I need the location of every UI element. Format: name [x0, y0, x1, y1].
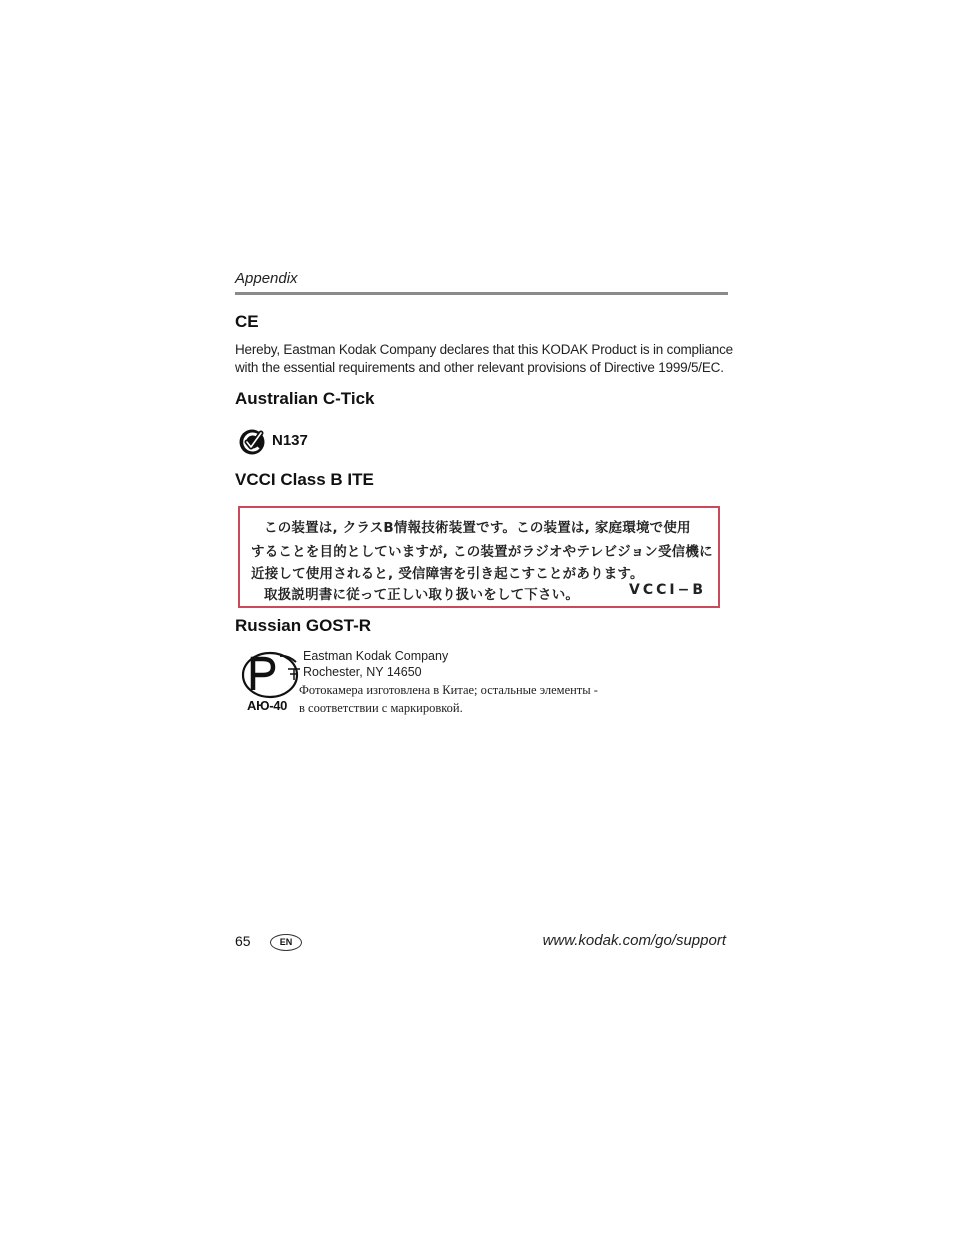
ctick-heading: Australian C-Tick — [235, 389, 375, 408]
vcci-notice-box — [238, 506, 720, 608]
vcci-heading: VCCI Class B ITE — [235, 470, 374, 489]
c-tick-icon — [238, 428, 266, 456]
vcci-mark: VCCI−B — [629, 582, 706, 598]
section-label: Appendix — [235, 270, 298, 287]
ce-paragraph — [235, 341, 733, 377]
gost-company: Eastman Kodak Company — [303, 649, 449, 663]
gost-code: АЮ-40 — [247, 698, 288, 713]
gost-r-icon — [240, 650, 300, 700]
vcci-line-3: 近接して使用されると, 受信障害を引き起こすことがあります。 — [251, 566, 644, 582]
language-badge: EN — [270, 934, 302, 951]
vcci-line-1: この装置は, クラスB情報技術装置です。この装置は, 家庭環境で使用 — [264, 520, 691, 536]
ce-heading: CE — [235, 312, 259, 331]
vcci-line-2: することを目的としていますが, この装置がラジオやテレビジョン受信機に — [251, 544, 713, 560]
ctick-code: N137 — [272, 432, 308, 449]
gost-ru-line-2: в соответствии с маркировкой. — [299, 701, 463, 715]
header-divider — [235, 292, 728, 295]
page-number: 65 — [235, 933, 251, 949]
ce-line-2: with the essential requirements and other relevant provisions of Directive 1999/5/EC. — [235, 360, 724, 375]
vcci-line-4: 取扱説明書に従って正しい取り扱いをして下さい。 — [264, 587, 580, 603]
gost-ru-line-1: Фотокамера изготовлена в Китае; остальные элементы - — [299, 683, 598, 697]
support-url: www.kodak.com/go/support — [542, 932, 726, 949]
gost-heading: Russian GOST-R — [235, 616, 372, 635]
gost-address: Rochester, NY 14650 — [303, 665, 422, 679]
ce-line-1: Hereby, Eastman Kodak Company declares that this KODAK Product is in compliance — [235, 342, 733, 357]
